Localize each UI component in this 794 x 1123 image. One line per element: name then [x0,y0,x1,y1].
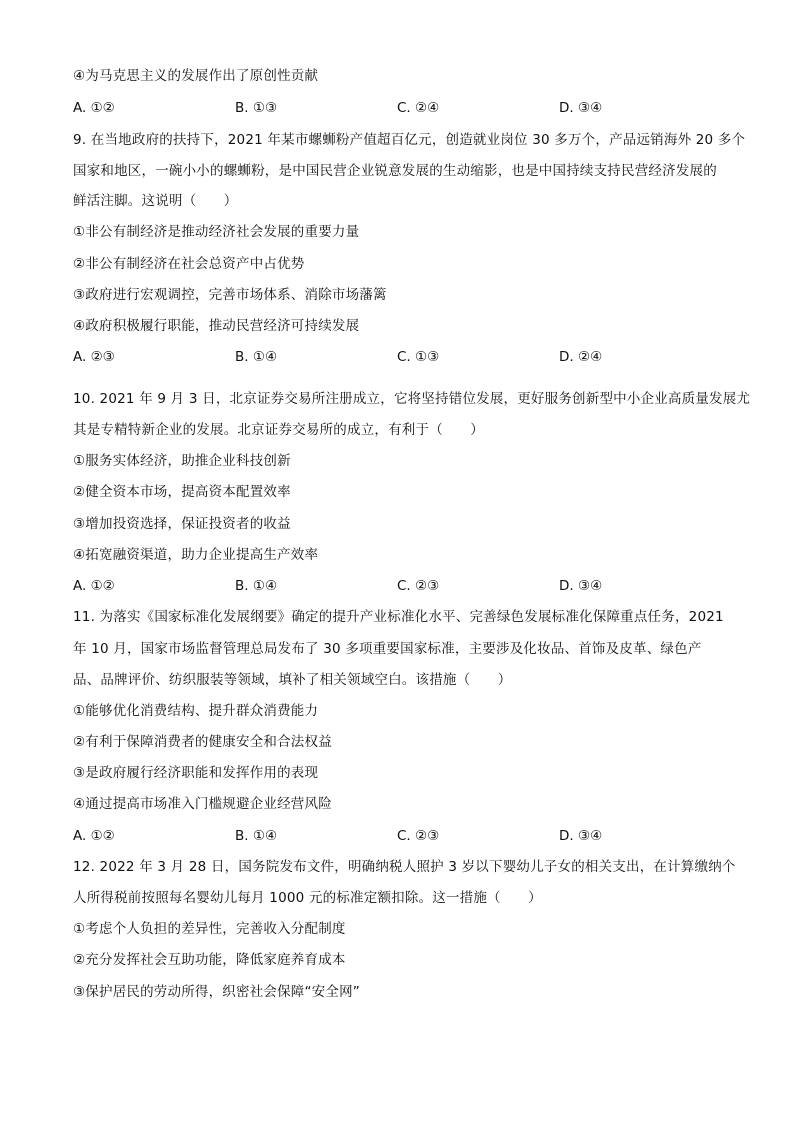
q10-statement-3: ③增加投资选择，保证投资者的收益 [73,516,291,532]
q10-options [73,576,733,596]
q9-option-a: A. ②③ [73,349,115,365]
q8-option-d: D. ③④ [559,100,603,116]
q11-option-a: A. ①② [73,828,115,844]
q11-statement-4: ④通过提高市场准入门槛规避企业经营风险 [73,796,332,812]
q8-statement-4: ④为马克思主义的发展作出了原创性贡献 [73,68,319,84]
q10-option-b: B. ①④ [235,578,278,594]
q11-statement-1: ①能够优化消费结构、提升群众消费能力 [73,703,319,719]
q9-stem-line-2: 国家和地区，一碗小小的螺蛳粉，是中国民营企业锐意发展的生动缩影，也是中国持续支持民营经济发展的 [73,163,717,179]
q10-statement-4: ④拓宽融资渠道，助力企业提高生产效率 [73,547,319,563]
q8-options [73,98,733,118]
q10-option-c: C. ②③ [397,578,440,594]
q10-stem-line-2: 其是专精特新企业的发展。北京证券交易所的成立，有利于（ ） [73,422,484,438]
q9-statement-1: ①非公有制经济是推动经济社会发展的重要力量 [73,224,360,240]
q12-stem-line-1: 12. 2022 年 3 月 28 日，国务院发布文件，明确纳税人照护 3 岁以下婴幼儿子女的相关支出，在计算缴纳个 [73,859,736,875]
q10-statement-1: ①服务实体经济，助推企业科技创新 [73,453,291,469]
q10-stem-line-1: 10. 2021 年 9 月 3 日，北京证券交易所注册成立，它将坚持错位发展，更好服务创新型中小企业高质量发展尤 [73,391,751,407]
q11-stem-line-2: 年 10 月，国家市场监督管理总局发布了 30 多项重要国家标准，主要涉及化妆品、首饰及皮革、绿色产 [73,641,702,657]
q9-stem-line-3: 鲜活注脚。这说明（ ） [73,193,238,209]
q12-statement-3: ③保护居民的劳动所得，织密社会保障“安全网” [73,984,360,1000]
q12-statement-1: ①考虑个人负担的差异性，完善收入分配制度 [73,921,346,937]
q9-statement-3: ③政府进行宏观调控，完善市场体系、消除市场藩篱 [73,287,387,303]
q9-option-c: C. ①③ [397,349,440,365]
q11-stem-line-1: 11. 为落实《国家标准化发展纲要》确定的提升产业标准化水平、完善绿色发展标准化保障重点任务，2021 [73,609,724,625]
q10-option-d: D. ③④ [559,578,603,594]
q8-option-a: A. ①② [73,100,115,116]
q9-options [73,347,733,367]
q10-option-a: A. ①② [73,578,115,594]
q9-stem-line-1: 9. 在当地政府的扶持下，2021 年某市螺蛳粉产值超百亿元，创造就业岗位 30 多万个，产品远销海外 20 多个 [73,132,746,148]
q8-option-b: B. ①③ [235,100,278,116]
q12-stem-line-2: 人所得税前按照每名婴幼儿每月 1000 元的标准定额扣除。这一措施（ ） [73,890,542,906]
q11-stem-line-3: 品、品牌评价、纺织服装等领域，填补了相关领域空白。该措施（ ） [73,672,512,688]
q9-option-b: B. ①④ [235,349,278,365]
q9-option-d: D. ②④ [559,349,603,365]
q11-options [73,826,733,846]
q9-statement-4: ④政府积极履行职能，推动民营经济可持续发展 [73,318,360,334]
q12-statement-2: ②充分发挥社会互助功能，降低家庭养育成本 [73,952,346,968]
q11-statement-3: ③是政府履行经济职能和发挥作用的表现 [73,765,319,781]
q11-option-d: D. ③④ [559,828,603,844]
q10-statement-2: ②健全资本市场，提高资本配置效率 [73,484,291,500]
q11-option-b: B. ①④ [235,828,278,844]
q8-option-c: C. ②④ [397,100,440,116]
q11-option-c: C. ②③ [397,828,440,844]
q9-statement-2: ②非公有制经济在社会总资产中占优势 [73,256,305,272]
q11-statement-2: ②有利于保障消费者的健康安全和合法权益 [73,734,332,750]
